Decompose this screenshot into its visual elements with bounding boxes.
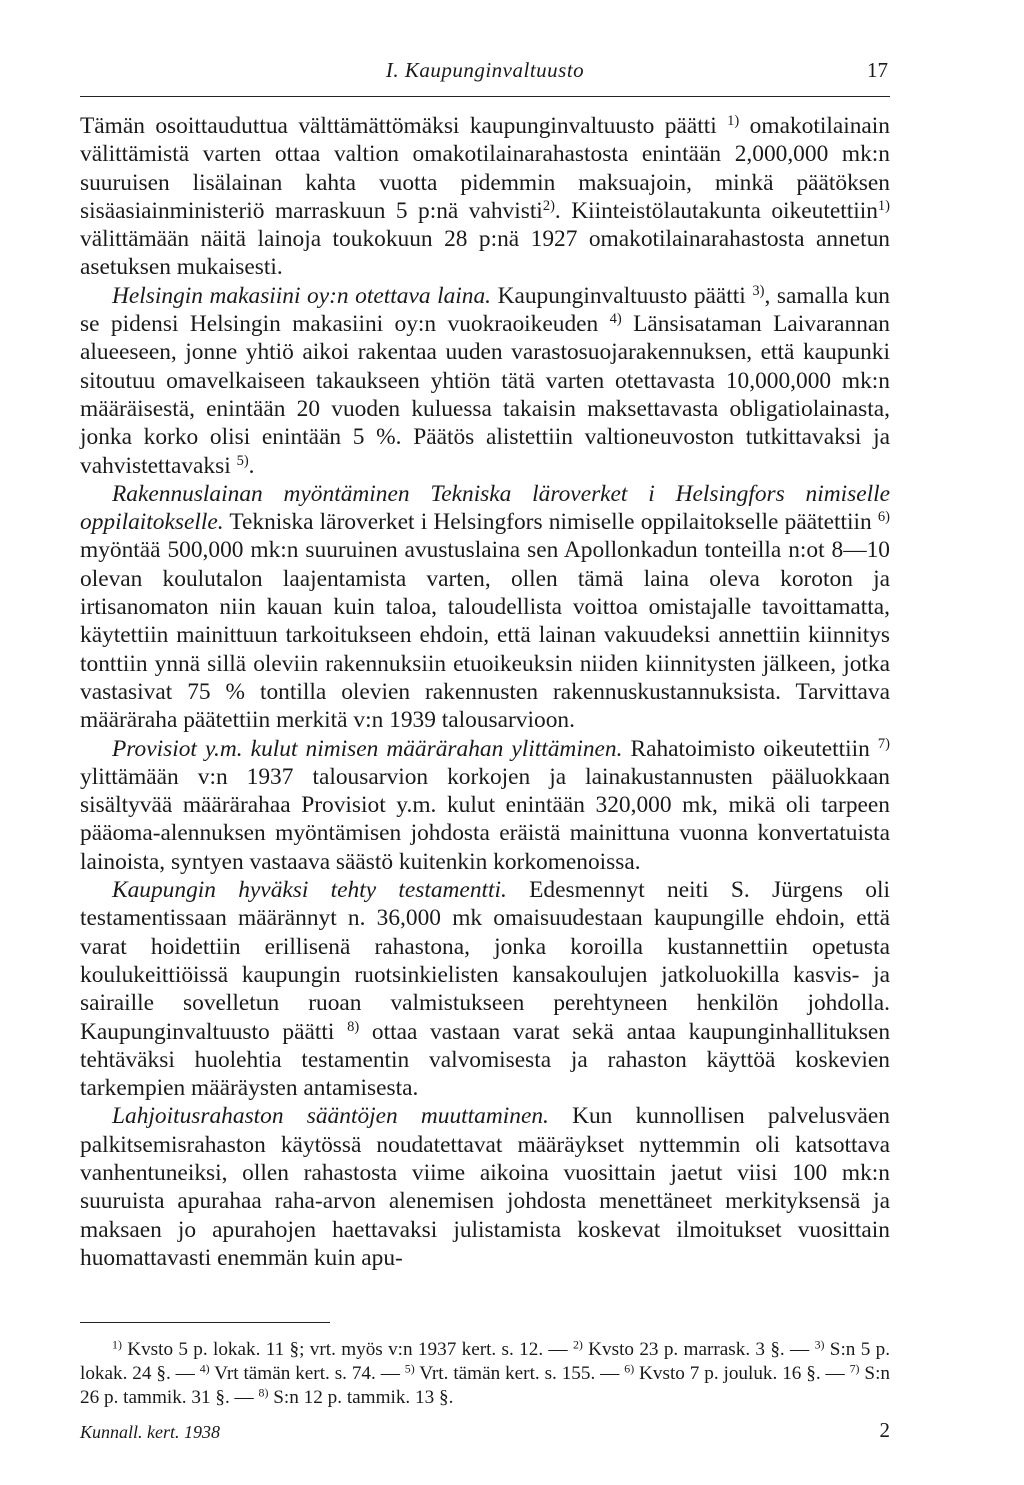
body-text — [80, 112, 890, 1272]
running-head: I. Kaupunginvaltuusto — [385, 58, 585, 82]
page-header — [80, 56, 890, 97]
text-run: Tekniska läroverket i Helsingfors nimiselle oppilaitokselle päätettiin — [223, 509, 878, 536]
footnote-marker: 4) — [609, 311, 622, 328]
footnote-marker: 8) — [258, 1385, 269, 1400]
paragraph — [80, 735, 890, 876]
text-run: Kaupunginvaltuusto päätti — [491, 282, 753, 309]
footnote-marker: 6) — [624, 1361, 635, 1376]
text-run: . — [248, 452, 255, 479]
footnote-marker: 1) — [877, 197, 890, 214]
footnote-marker: 6) — [877, 509, 890, 526]
footnote-marker: 2) — [542, 197, 555, 214]
text-run: Vrt. tämän kert. s. 155. — — [414, 1363, 625, 1384]
text-run: Länsisataman Laivarannan alueeseen, jonne yhtiö aikoi rakentaa uuden varastosuojarakennuksen, että kaupunki sitoutuu omavelkaiseen takaukseen yhtiön tätä varten otettavasta 10,000,000 mk:n määräisestä, enintään 20 vuoden kuluessa takaisin maksettavasta obligatiolainasta, jonka korko olisi enintään 5 %. Päätös alistettiin valtioneuvoston tutkittavaksi ja vahvistettavaksi — [80, 311, 890, 479]
text-run: Kvsto 23 p. marrask. 3 §. — — [582, 1339, 815, 1360]
text-run: ylittämään v:n 1937 talousarvion korkojen ja lainakustannusten pääluokkaan sisältyvää määrärahaa Provisiot y.m. kulut enintään 320,000 mk, mikä oli tarpeen pääoma-alennuksen myöntämisen johdosta eräistä mainittuna vuonna konvertatuista lainoista, syntyen vastaava säästö kuitenkin korkomenoissa. — [80, 763, 890, 875]
text-run: Rahatoimisto oikeutettiin — [622, 735, 878, 762]
text-run: S:n 26 p. tammik. 31 §. — — [80, 1363, 890, 1408]
paragraph — [80, 876, 890, 1102]
footer-sheet-number: 2 — [879, 1418, 890, 1442]
footnote-marker: 3) — [814, 1337, 825, 1352]
text-run: omakotilainain välittämistä varten ottaa valtion omakotilainarahastosta enintään 2,000,000 mk:n suuruisen lisälainan kahta vuotta pidemmin maksuajoin, minkä päätöksen sisäasiainministeriö marraskuun 5 p:nä vahvisti — [80, 113, 890, 224]
footnote-marker: 5) — [236, 452, 249, 469]
paragraph — [80, 282, 890, 480]
footnote-marker: 1) — [112, 1337, 122, 1352]
text-run: ottaa vastaan varat sekä antaa kaupunginhallituksen tehtäväksi huolehtia testamentin valvomisesta ja rahaston käyttöä koskevien tarkempien määräysten antamisesta. — [80, 1018, 891, 1102]
paragraph — [80, 1102, 890, 1272]
section-lead-heading: Kaupungin hyväksi tehty testamentti. — [112, 877, 507, 904]
footer-signature: Kunnall. kert. 1938 — [80, 1422, 220, 1442]
footnote-paragraph — [80, 1338, 890, 1410]
footnotes — [80, 1338, 890, 1410]
text-run: , samalla kun se pidensi Helsingin makasiini oy:n vuokraoikeuden — [80, 282, 890, 338]
footnote-marker: 7) — [877, 735, 890, 752]
footnote-marker: 2) — [572, 1337, 583, 1352]
footnote-marker: 7) — [849, 1361, 860, 1376]
text-run: S:n 5 p. lokak. 24 §. — — [80, 1339, 890, 1384]
footnote-marker: 8) — [347, 1018, 360, 1035]
footnote-marker: 1) — [727, 113, 740, 130]
section-lead-heading: Rakennuslainan myöntäminen Tekniska läroverket i Helsingfors nimiselle oppilaitokselle. — [80, 480, 890, 536]
text-run: Vrt tämän kert. s. 74. — — [209, 1363, 405, 1384]
footnote-marker: 5) — [404, 1361, 415, 1376]
text-run: myöntää 500,000 mk:n suuruinen avustuslaina sen Apollonkadun tonteilla n:ot 8—10 olevan koulutalon laajentamista varten, ollen tämä laina oleva koroton ja irtisanomaton niin kauan kuin taloa, taloudellista voittoa omistajalle tavoittamatta, käytettiin mainittuun tarkoitukseen ehdoin, että lainan vakuudeksi annettiin kiinnitys tonttiin ynnä sillä oleviin rakennuksiin etuoikeuksin niiden kiinnitysten jälkeen, jotka vastasivat 75 % tontilla olevien rakennusten rakennuskustannuksista. Tarvittava määräraha päätettiin merkitä v:n 1939 talousarvioon. — [80, 537, 890, 734]
section-lead-heading: Provisiot y.m. kulut nimisen määrärahan ylittäminen. — [112, 735, 623, 762]
text-run: Kvsto 7 p. jouluk. 16 §. — — [634, 1363, 850, 1384]
section-lead-heading: Lahjoitusrahaston sääntöjen muuttaminen. — [112, 1103, 549, 1130]
text-run: välittämään näitä lainoja toukokuun 28 p:nä 1927 omakotilainarahastosta annetun asetuksen mukaisesti. — [80, 226, 890, 281]
footnote-divider — [80, 1322, 330, 1323]
text-run: S:n 12 p. tammik. 13 §. — [268, 1387, 454, 1408]
footnote-marker: 3) — [752, 282, 765, 299]
footnote-marker: 4) — [199, 1361, 210, 1376]
text-run: Edesmennyt neiti S. Jürgens oli testamentissaan määrännyt n. 36,000 mk omaisuudestaan kaupungille ehdoin, että varat hoidettiin erillisenä rahastona, jonka koroilla kustannettiin opetusta koulukeittiöissä kaupungin ruotsinkielisten kansakoulujen jatkoluokilla kasvis- ja sairaille sovelletun ruoan valmistukseen perehtyneen henkilön johdolla. Kaupunginvaltuusto päätti — [80, 877, 890, 1045]
paragraph — [80, 112, 890, 282]
text-run: Kun kunnollisen palvelusväen palkitsemisrahaston käytössä noudatettavat määräykset nyttemmin oli katsottava vanhentuneiksi, ollen rahastosta viime aikoina vuosittain jaetut viisi 100 mk:n suuruista apurahaa raha-arvon alenemisen johdosta menettäneet merkityksensä ja maksaen jo apurahojen haettavaksi julistamista koskevat ilmoitukset vuosittain huomattavasti enemmän kuin apu- — [80, 1103, 890, 1271]
paragraph — [80, 480, 890, 735]
text-run: Kvsto 5 p. lokak. 11 §; vrt. myös v:n 1937 kert. s. 12. — — [121, 1339, 573, 1360]
section-lead-heading: Helsingin makasiini oy:n otettava laina. — [112, 282, 492, 309]
page-number: 17 — [867, 58, 888, 82]
text-run: Tämän osoittauduttua välttämättömäksi kaupunginvaltuusto päätti — [80, 113, 728, 139]
text-run: . Kiinteistölautakunta oikeutettiin — [554, 197, 878, 224]
